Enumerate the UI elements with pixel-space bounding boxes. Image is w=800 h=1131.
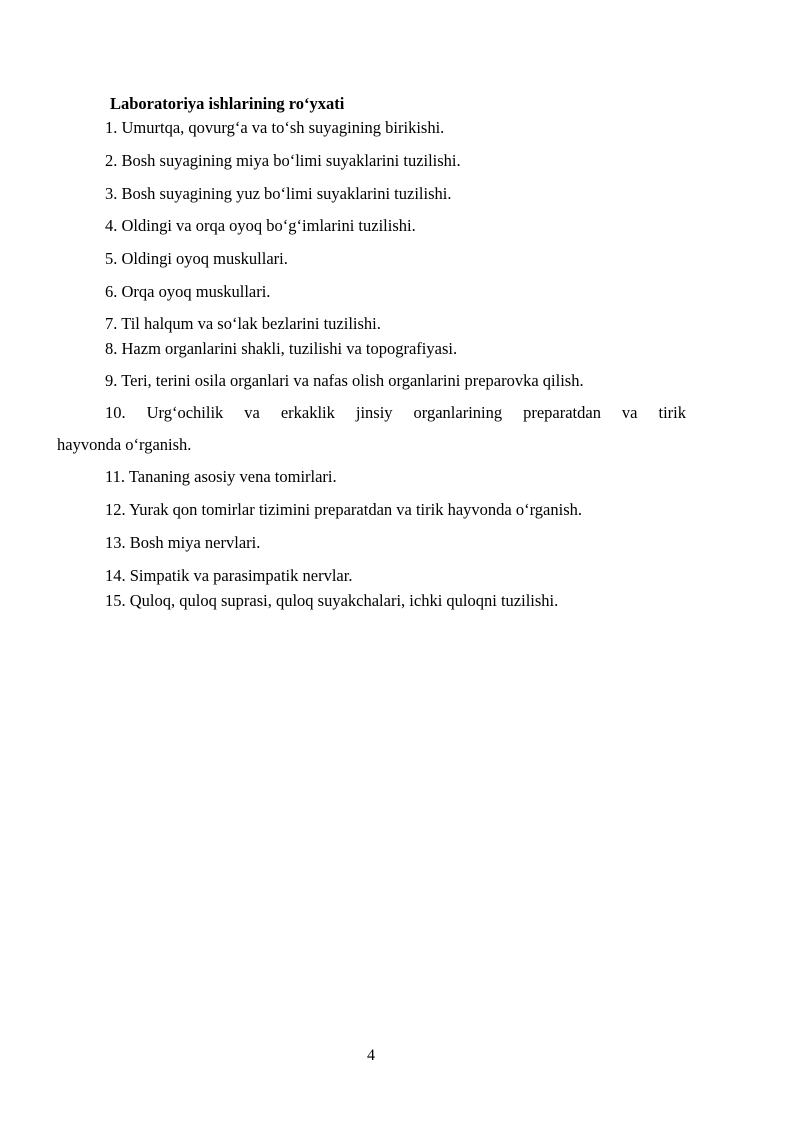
- list-item-6: 6. Orqa oyoq muskullari.: [105, 282, 271, 301]
- list-item-11: 11. Tananing asosiy vena tomirlari.: [105, 467, 337, 486]
- list-item-12: 12. Yurak qon tomirlar tizimini preparatdan va tirik hayvonda o‘rganish.: [105, 500, 583, 519]
- list-item-10-continuation: hayvonda o‘rganish.: [57, 435, 192, 454]
- list-item-15: 15. Quloq, quloq suprasi, quloq suyakchalari, ichki quloqni tuzilishi.: [105, 591, 559, 610]
- list-item-3: 3. Bosh suyagining yuz bo‘limi suyaklarini tuzilishi.: [105, 184, 452, 203]
- list-item-14: 14. Simpatik va parasimpatik nervlar.: [105, 566, 353, 585]
- list-item-5: 5. Oldingi oyoq muskullari.: [105, 249, 288, 268]
- page-number: 4: [367, 1047, 375, 1064]
- list-item-10: 10. Urg‘ochilik va erkaklik jinsiy organlarining preparatdan va tirik: [105, 403, 686, 422]
- list-item-9: 9. Teri, terini osila organlari va nafas olish organlarini preparovka qilish.: [105, 371, 584, 390]
- list-item-1: 1. Umurtqa, qovurg‘a va to‘sh suyagining birikishi.: [105, 118, 445, 137]
- list-item-2: 2. Bosh suyagining miya bo‘limi suyaklarini tuzilishi.: [105, 151, 461, 170]
- list-item-8: 8. Hazm organlarini shakli, tuzilishi va topografiyasi.: [105, 339, 458, 358]
- list-item-7: 7. Til halqum va so‘lak bezlarini tuzilishi.: [105, 314, 381, 333]
- list-item-13: 13. Bosh miya nervlari.: [105, 533, 261, 552]
- list-item-4: 4. Oldingi va orqa oyoq bo‘g‘imlarini tuzilishi.: [105, 216, 416, 235]
- list-heading: Laboratoriya ishlarining ro‘yxati: [110, 94, 345, 113]
